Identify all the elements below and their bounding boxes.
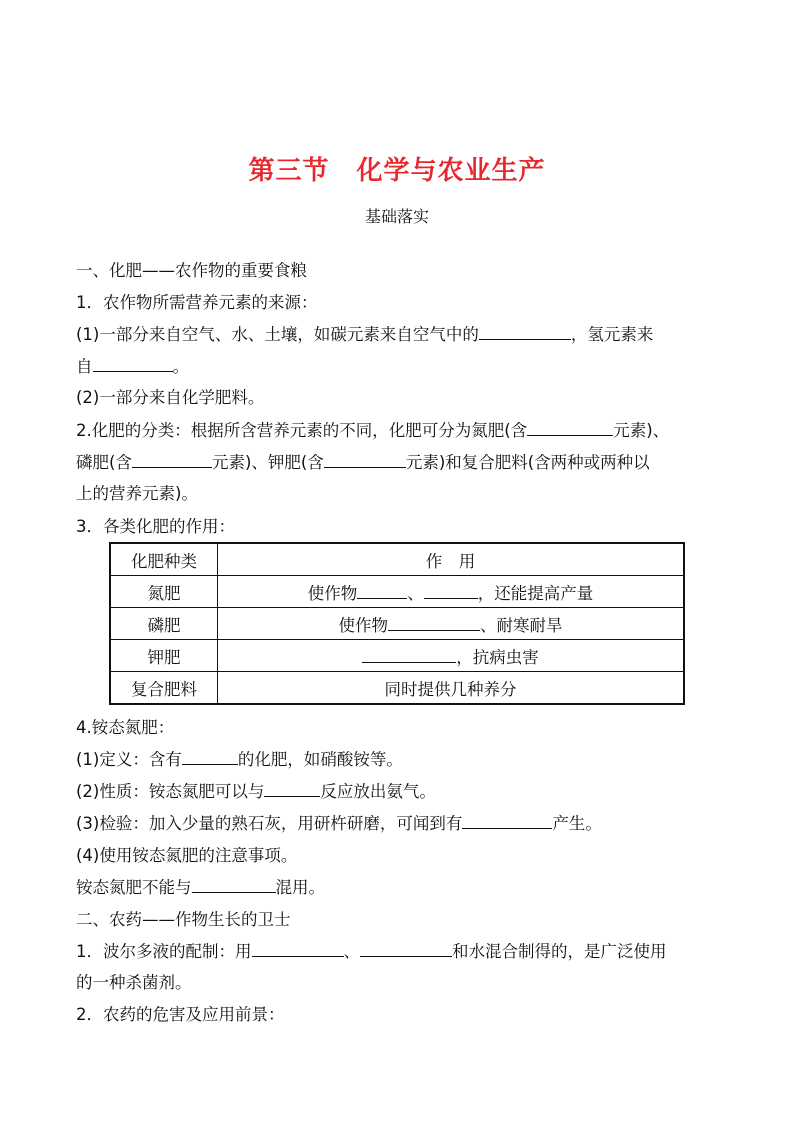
q2-text-b: 元素)、 xyxy=(613,421,670,440)
s2-q2-heading: 2．农药的危害及应用前景： xyxy=(76,1005,285,1024)
q3-heading: 3．各类化肥的作用： xyxy=(76,517,235,536)
cell-text: 使作物 xyxy=(307,583,358,603)
q2-line-1 xyxy=(76,419,669,443)
table-header-effect: 作 用 xyxy=(218,543,685,576)
answer-blank[interactable] xyxy=(132,451,212,468)
answer-blank[interactable] xyxy=(93,355,173,372)
table-cell-kind: 钾肥 xyxy=(110,640,218,672)
q4-2-text-a: (2)性质：铵态氮肥可以与 xyxy=(76,782,265,801)
table-cell-kind: 磷肥 xyxy=(110,608,218,640)
answer-blank[interactable] xyxy=(388,614,480,631)
cell-text: ，抗病虫害 xyxy=(456,647,539,667)
s2-q1-text-a: 1．波尔多液的配制：用 xyxy=(76,942,252,961)
cell-text: 、 xyxy=(407,583,424,603)
answer-blank[interactable] xyxy=(357,582,407,599)
answer-blank[interactable] xyxy=(264,780,320,797)
answer-blank[interactable] xyxy=(362,646,456,663)
table-row xyxy=(110,672,684,705)
table-cell-effect: 同时提供几种养分 xyxy=(218,672,685,705)
answer-blank[interactable] xyxy=(424,582,478,599)
table-cell-kind: 氮肥 xyxy=(110,576,218,608)
q2-text-e: 元素)和复合肥料(含两种或两种以 xyxy=(405,453,650,472)
q1-1-text-c: 自 xyxy=(76,357,93,376)
fertilizer-table xyxy=(109,542,685,705)
q1-1-text-b: ，氢元素来 xyxy=(570,325,654,344)
q4-1-text-a: (1)定义：含有 xyxy=(76,750,182,769)
cell-text: ，还能提高产量 xyxy=(477,583,594,603)
s2-q1-text-b: 、 xyxy=(343,942,360,961)
q4-5-line xyxy=(76,876,325,900)
table-cell-kind: 复合肥料 xyxy=(110,672,218,705)
q4-heading: 4.铵态氮肥： xyxy=(76,718,175,737)
page-title: 第三节 化学与农业生产 xyxy=(248,156,546,186)
table-row xyxy=(110,576,684,608)
table-row xyxy=(110,640,684,672)
q4-5-text-b: 混用。 xyxy=(275,878,325,897)
answer-blank[interactable] xyxy=(360,940,452,957)
q2-text-a: 2.化肥的分类：根据所含营养元素的不同，化肥可分为氮肥(含 xyxy=(76,421,528,440)
q1-1-cont-line xyxy=(76,355,189,379)
q4-5-text-a: 铵态氮肥不能与 xyxy=(76,878,192,897)
q2-text-c: 磷肥(含 xyxy=(76,453,132,472)
q1-1-text-a: (1)一部分来自空气、水、土壤，如碳元素来自空气中的 xyxy=(76,325,479,344)
q2-text-d: 元素)、钾肥(含 xyxy=(211,453,324,472)
q4-3-line xyxy=(76,812,602,836)
cell-text: 使作物 xyxy=(338,615,388,635)
s2-q1-line xyxy=(76,940,667,964)
answer-blank[interactable] xyxy=(324,451,406,468)
s2-q1-cont-line: 的一种杀菌剂。 xyxy=(76,973,192,992)
section2-heading: 二、农药——作物生长的卫士 xyxy=(76,910,291,929)
table-row xyxy=(110,608,684,640)
q4-2-line xyxy=(76,780,436,804)
table-header-row xyxy=(110,543,684,576)
q4-2-text-b: 反应放出氨气。 xyxy=(320,782,436,801)
q4-3-text-b: 产生。 xyxy=(552,814,602,833)
page-subtitle: 基础落实 xyxy=(364,207,429,226)
table-cell-effect xyxy=(218,608,685,640)
q1-1-text-d: 。 xyxy=(172,357,189,376)
table-cell-effect xyxy=(218,640,685,672)
q4-1-text-b: 的化肥，如硝酸铵等。 xyxy=(237,750,403,769)
q4-4-line: (4)使用铵态氮肥的注意事项。 xyxy=(76,846,298,865)
section1-heading: 一、化肥——农作物的重要食粮 xyxy=(76,261,307,280)
s2-q1-text-c: 和水混合制得的，是广泛使用 xyxy=(452,942,667,961)
answer-blank[interactable] xyxy=(479,323,571,340)
answer-blank[interactable] xyxy=(182,748,238,765)
answer-blank[interactable] xyxy=(252,940,344,957)
table-cell-effect xyxy=(218,576,685,608)
q1-heading: 1．农作物所需营养元素的来源： xyxy=(76,293,318,312)
q4-1-line xyxy=(76,748,403,772)
cell-text: 、耐寒耐旱 xyxy=(480,615,563,635)
table-header-kind: 化肥种类 xyxy=(110,543,218,576)
answer-blank[interactable] xyxy=(527,419,613,436)
q4-3-text-a: (3)检验：加入少量的熟石灰，用研杵研磨，可闻到有 xyxy=(76,814,463,833)
answer-blank[interactable] xyxy=(462,812,552,829)
q2-line-2 xyxy=(76,451,650,475)
answer-blank[interactable] xyxy=(192,876,276,893)
q1-2-line: (2)一部分来自化学肥料。 xyxy=(76,388,265,407)
q1-1-line xyxy=(76,323,653,347)
q2-line-3: 上的营养元素)。 xyxy=(76,484,198,503)
